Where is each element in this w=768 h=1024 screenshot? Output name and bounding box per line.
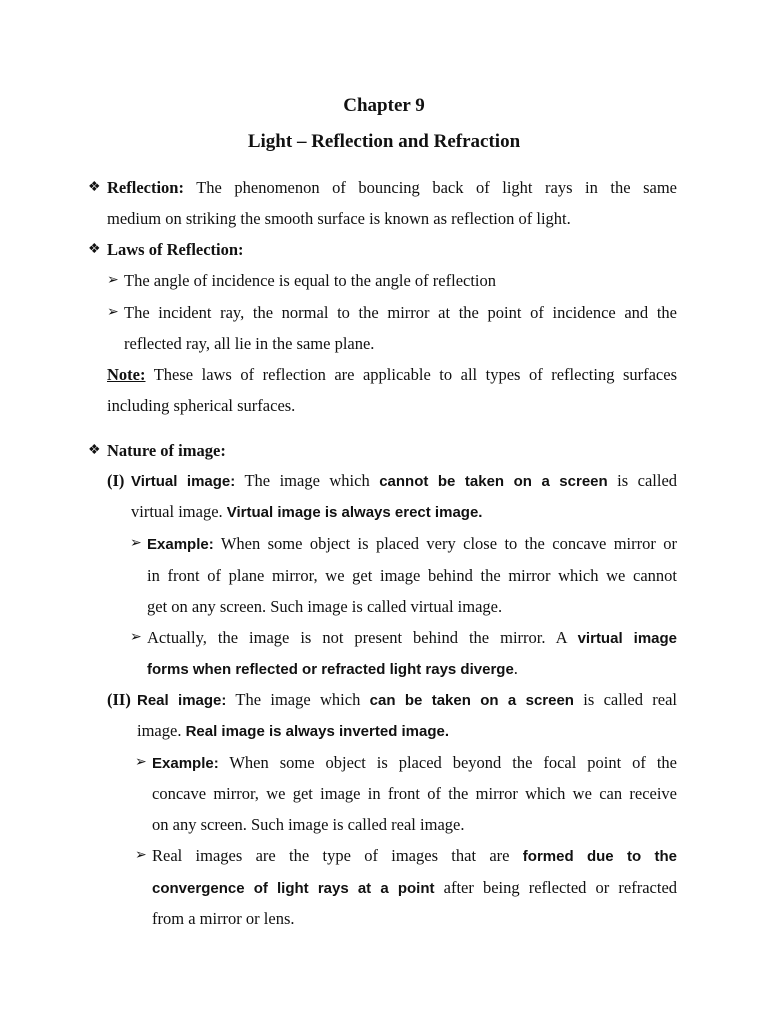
- virtual-image-emphasis: virtual image: [577, 630, 678, 647]
- virtual-line-2: [131, 502, 482, 523]
- virtual-emphasis: cannot be taken on a screen: [379, 473, 608, 490]
- diamond-bullet-icon: ❖: [88, 180, 101, 195]
- real-convergence-tail: after being reflected or refracted: [443, 878, 678, 897]
- arrow-bullet-icon: ➢: [135, 848, 147, 863]
- arrow-bullet-icon: ➢: [107, 273, 119, 288]
- real-term: Real image:: [137, 692, 227, 709]
- virtual-actually-line-1: [147, 628, 677, 649]
- diverge-statement: forms when reflected or refracted light rays diverge: [147, 661, 514, 678]
- real-convergence-line-2: [152, 878, 677, 899]
- virtual-text-a: The image which: [244, 471, 370, 490]
- virtual-actually-text: Actually, the image is not present behind the mirror. A: [147, 628, 567, 647]
- diamond-bullet-icon: ❖: [88, 242, 101, 257]
- virtual-term: Virtual image:: [131, 473, 236, 490]
- real-inverted-statement: Real image is always inverted image.: [185, 723, 450, 740]
- virtual-line-2-text: virtual image.: [131, 502, 223, 521]
- virtual-text-c: is called: [617, 471, 678, 490]
- arrow-bullet-icon: ➢: [130, 630, 142, 645]
- virtual-example-line-2: in front of plane mirror, we get image behind the mirror which we cannot: [147, 566, 677, 585]
- real-convergence-text: Real images are the type of images that are: [152, 846, 510, 865]
- formed-emphasis: formed due to the: [522, 848, 678, 865]
- convergence-emphasis: convergence of light rays at a point: [152, 880, 435, 897]
- reflection-definition-line-1: [107, 178, 677, 198]
- real-convergence-line-1: [152, 846, 677, 867]
- reflection-text: The phenomenon of bouncing back of light rays in the same: [196, 178, 677, 197]
- real-line-2: [137, 721, 449, 742]
- law-1: The angle of incidence is equal to the angle of reflection: [124, 271, 497, 290]
- note-text: These laws of reflection are applicable to all types of reflecting surfaces: [153, 365, 678, 384]
- note-line-1: [107, 365, 677, 385]
- law-2-line-2: reflected ray, all lie in the same plane.: [124, 334, 375, 353]
- chapter-number: Chapter 9: [343, 95, 425, 116]
- virtual-line-1: [131, 471, 677, 492]
- virtual-erect-statement: Virtual image is always erect image.: [226, 504, 483, 521]
- real-example-text: When some object is placed beyond the focal point of the: [229, 753, 677, 772]
- real-example-line-2: concave mirror, we get image in front of the mirror which we can receive: [152, 784, 677, 803]
- reflection-definition-line-2: medium on striking the smooth surface is known as reflection of light.: [107, 209, 571, 228]
- virtual-example-label: Example:: [147, 536, 214, 553]
- real-marker: (II): [107, 690, 131, 709]
- virtual-example-line-1: [147, 534, 677, 555]
- real-example-line-1: [152, 753, 677, 774]
- arrow-bullet-icon: ➢: [107, 305, 119, 320]
- arrow-bullet-icon: ➢: [135, 755, 147, 770]
- real-example-label: Example:: [152, 755, 219, 772]
- virtual-marker: (I): [107, 471, 125, 490]
- virtual-example-line-3: get on any screen. Such image is called virtual image.: [147, 597, 503, 616]
- note-line-2: including spherical surfaces.: [107, 396, 296, 415]
- real-line-1: [137, 690, 677, 711]
- virtual-actually-line-2: [147, 659, 518, 680]
- real-text-a: The image which: [235, 690, 361, 709]
- reflection-term: Reflection:: [107, 178, 184, 197]
- diamond-bullet-icon: ❖: [88, 443, 101, 458]
- real-example-line-3: on any screen. Such image is called real image.: [152, 815, 465, 834]
- real-convergence-line-3: from a mirror or lens.: [152, 909, 295, 928]
- nature-heading: Nature of image:: [107, 441, 226, 460]
- laws-heading: Laws of Reflection:: [107, 240, 244, 259]
- virtual-example-text: When some object is placed very close to the concave mirror or: [220, 534, 677, 553]
- arrow-bullet-icon: ➢: [130, 536, 142, 551]
- real-line-2-text: image.: [137, 721, 182, 740]
- chapter-title: Light – Reflection and Refraction: [247, 131, 521, 152]
- law-2-line-1: The incident ray, the normal to the mirror at the point of incidence and the: [124, 303, 677, 322]
- period: .: [513, 659, 518, 678]
- note-label: Note:: [107, 365, 146, 384]
- real-text-c: is called real: [583, 690, 678, 709]
- real-emphasis: can be taken on a screen: [369, 692, 574, 709]
